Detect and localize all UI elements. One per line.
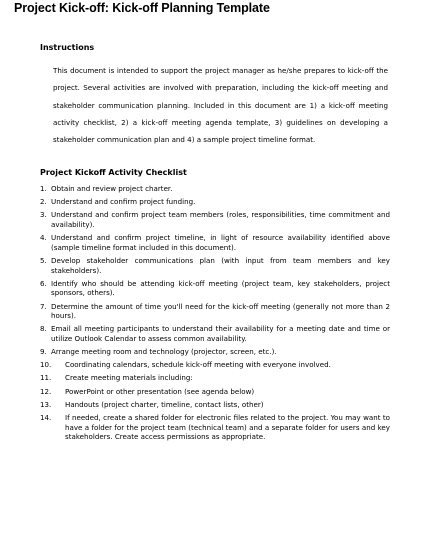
checklist-item-text: If needed, create a shared folder for electronic files related to the project. You may want to have a folder for the project team (technical team) and a separate folder for users and key stakeholders. Create access permissions as appropriate. [65,413,390,442]
checklist-item-number: 6. [40,278,47,288]
instructions-heading: Instructions [40,43,95,52]
checklist-item-number: 9. [40,347,47,357]
checklist-item-number: 12. [40,386,52,396]
checklist-item-number: 8. [40,324,47,334]
checklist-item-number: 7. [40,301,47,311]
checklist-item-number: 10. [40,360,52,370]
checklist-item [40,387,390,397]
checklist-item-text: PowerPoint or other presentation (see agenda below) [65,386,255,396]
checklist-item [40,360,390,370]
checklist-item [40,373,390,383]
checklist-item-number: 5. [40,255,47,265]
checklist-item-text: Understand and confirm project funding. [51,197,196,207]
checklist-item-number: 14. [40,413,52,422]
checklist-item [40,347,390,357]
checklist-item-number: 13. [40,399,52,409]
checklist-item-text: Arrange meeting room and technology (projector, screen, etc.). [51,347,277,357]
checklist-item [40,279,390,298]
page-title: Project Kick-off: Kick-off Planning Template [14,1,270,15]
checklist-item-text: Obtain and review project charter. [51,184,173,193]
checklist-item-number: 3. [40,210,47,220]
checklist-item-number: 4. [40,233,47,243]
checklist-item-text: Email all meeting participants to understand their availability for a meeting date and time or utilize Outlook Calendar to assess common availability. [51,324,390,343]
checklist-item [40,324,390,343]
checklist-item [40,233,390,252]
checklist-item [40,413,390,442]
checklist-item-text: Coordinating calendars, schedule kick-off meeting with everyone involved. [65,360,331,370]
checklist-item-text: Understand and confirm project team members (roles, responsibilities, time commitment and availability). [51,210,390,229]
checklist-item-text: Handouts (project charter, timeline, contact lists, other) [65,399,264,409]
checklist-item-text: Determine the amount of time you'll need for the kick-off meeting (generally not more than 2 hours). [51,301,390,321]
activity-checklist [40,184,390,442]
checklist-item [40,184,390,194]
checklist-item-number: 2. [40,197,47,207]
checklist-item [40,210,390,229]
checklist-item-number: 1. [40,184,47,193]
checklist-item-text: Create meeting materials including: [65,373,193,383]
checklist-item [40,400,390,410]
checklist-item [40,302,390,321]
checklist-item-text: Identify who should be attending kick-off meeting (project team, key stakeholders, project sponsors, others). [51,278,390,298]
checklist-item-text: Understand and confirm project timeline, in light of resource availability identified above (sample timeline format included in this document). [51,233,390,252]
checklist-item-text: Develop stakeholder communications plan (with input from team members and key stakeholders). [51,255,390,275]
checklist-item [40,256,390,275]
checklist-item-number: 11. [40,373,52,383]
checklist-heading: Project Kickoff Activity Checklist [40,168,187,177]
instructions-paragraph: This document is intended to support the project manager as he/she prepares to kick-off the project. Several activities are involved with preparation, including the kick-off meeting and stakeholder communication planning. Included in this document are 1) a kick-off meeting activity checklist, 2) a kick-off meeting agenda template, 3) guidelines on developing a stakeholder communication plan and 4) a sample project timeline format. [53,66,388,145]
checklist-item [40,197,390,207]
